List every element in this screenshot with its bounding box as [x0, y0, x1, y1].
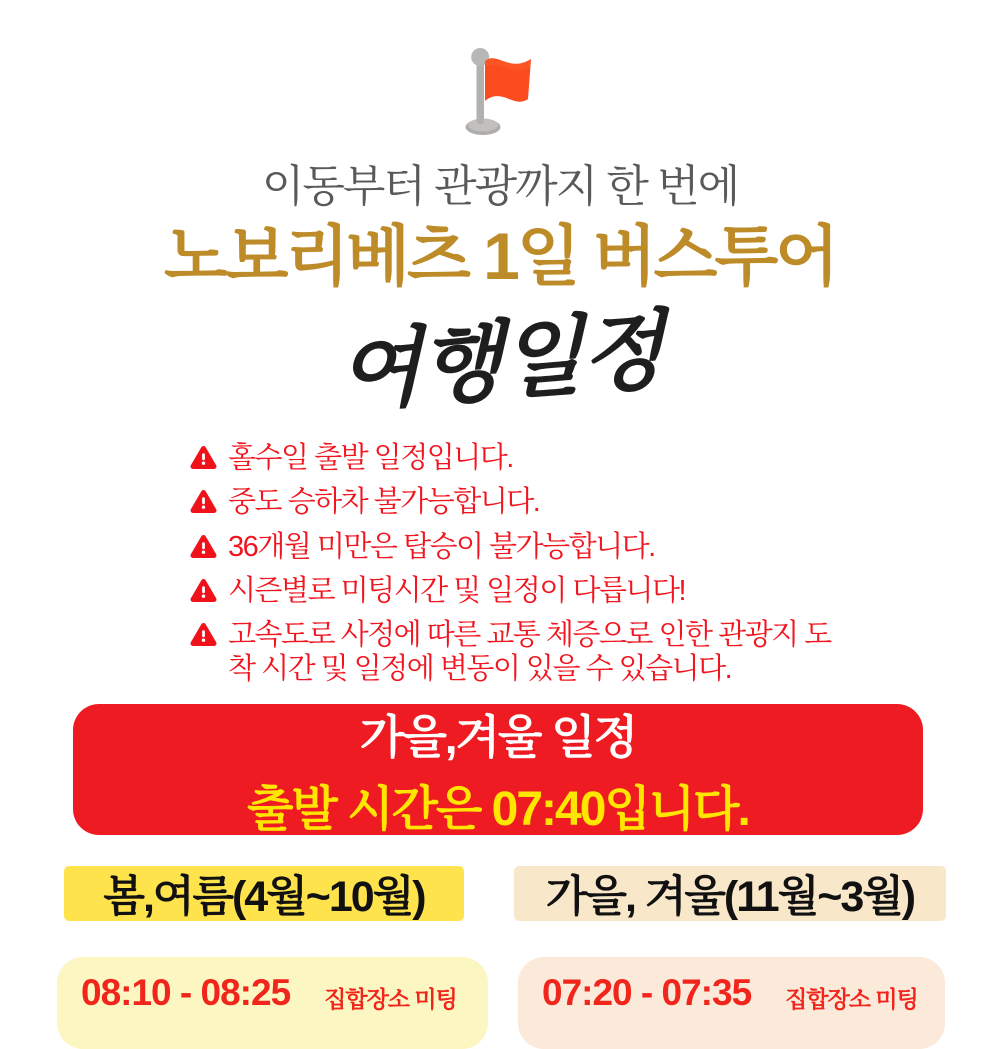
season-header-label: 가을, 겨울(11월~3월) — [545, 873, 915, 921]
schedule-banner — [73, 704, 923, 835]
flag-icon — [456, 46, 542, 138]
warning-icon — [190, 622, 217, 647]
calligraphy-text: 여행일정 — [337, 302, 663, 422]
warning-icon — [190, 445, 217, 470]
notice-list — [190, 442, 850, 697]
season-header-label: 봄,여름(4월~10월) — [103, 873, 425, 921]
schedule-label: 집합장소 미팅 — [324, 986, 457, 1012]
notice-text: 고속도로 사정에 따른 교통 체증으로 인한 관광지 도착 시간 및 일정에 변동이 있을 수 있습니다. — [228, 619, 831, 685]
calligraphy-heading — [0, 292, 1000, 422]
notice-item — [190, 442, 850, 475]
schedule-card-fall-winter — [518, 957, 945, 1049]
season-header-spring-summer — [64, 866, 464, 921]
season-header-fall-winter — [514, 866, 946, 921]
schedule-time: 08:10 - 08:25 — [81, 972, 291, 1013]
notice-item — [190, 486, 850, 519]
notice-item — [190, 619, 850, 686]
banner-season-line: 가을,겨울 일정 — [359, 710, 637, 763]
schedule-card-spring-summer — [57, 957, 488, 1049]
warning-icon — [190, 489, 217, 514]
poster-subtitle: 이동부터 관광까지 한 번에 — [261, 162, 739, 211]
notice-text: 시즌별로 미팅시간 및 일정이 다릅니다! — [228, 575, 686, 608]
warning-icon — [190, 534, 217, 559]
notice-item — [190, 575, 850, 608]
warning-icon — [190, 578, 217, 603]
schedule-label: 집합장소 미팅 — [785, 986, 918, 1012]
notice-text: 중도 승하차 불가능합니다. — [228, 486, 540, 519]
banner-time-line: 출발 시간은 07:40입니다. — [247, 782, 749, 836]
schedule-time: 07:20 - 07:35 — [542, 972, 752, 1013]
notice-item — [190, 531, 850, 564]
notice-text: 36개월 미만은 탑승이 불가능합니다. — [228, 530, 655, 563]
notice-text: 홀수일 출발 일정입니다. — [228, 442, 513, 474]
poster-title: 노보리베츠 1일 버스투어 — [164, 219, 836, 293]
